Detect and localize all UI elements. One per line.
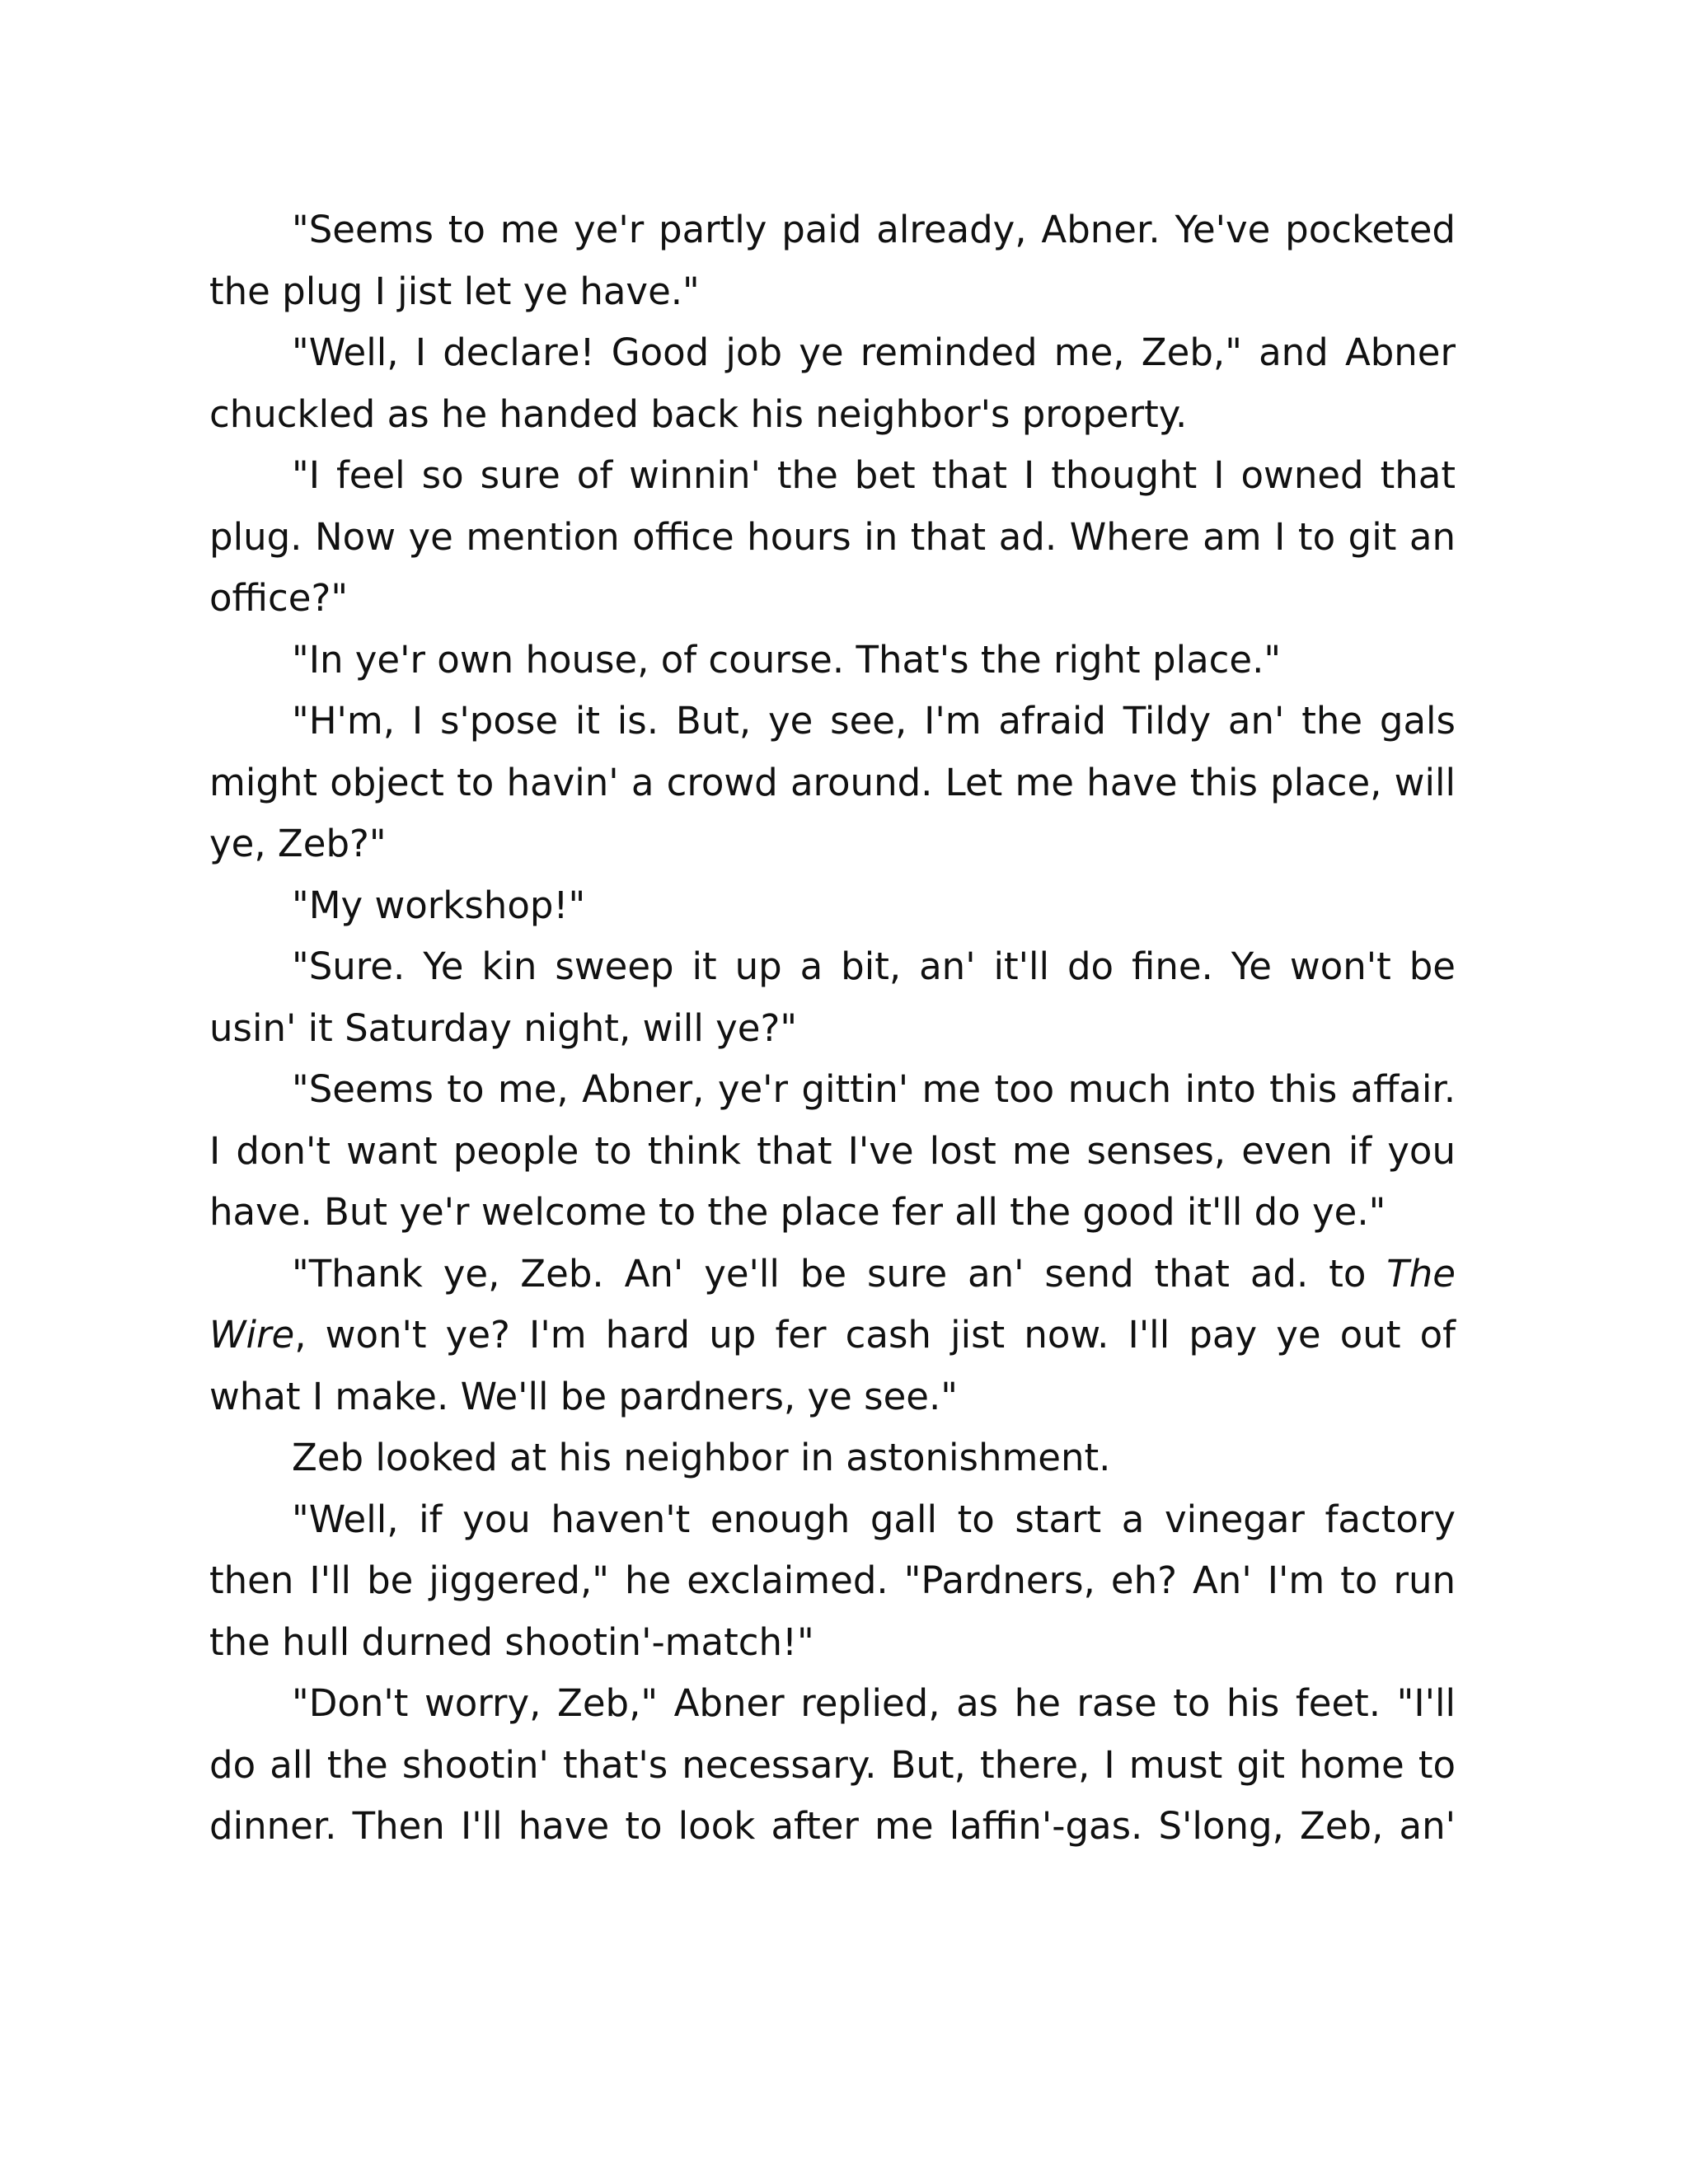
paragraph: "Well, I declare! Good job ye reminded me, Zeb," and Abner chuckled as he handed back his neighbor's property. bbox=[209, 330, 1456, 436]
paragraph: Zeb looked at his neighbor in astonishment. bbox=[292, 1436, 1111, 1479]
newspaper-title: The Wire bbox=[209, 1251, 1456, 1357]
paragraph: "Sure. Ye kin sweep it up a bit, an' it'll do fine. Ye won't be usin' it Saturday night, will ye?" bbox=[209, 944, 1456, 1050]
page-body bbox=[209, 199, 1456, 1858]
paragraph: "In ye'r own house, of course. That's the right place." bbox=[292, 637, 1282, 682]
paragraph: "Seems to me ye'r partly paid already, Abner. Ye've pocketed the plug I jist let ye have." bbox=[209, 208, 1456, 313]
paragraph: "Seems to me, Abner, ye'r gittin' me too much into this affair. I don't want people to think that I've lost me senses, even if you have. But ye'r welcome to the place fer all the good it'll do ye." bbox=[209, 1067, 1456, 1234]
paragraph: "H'm, I s'pose it is. But, ye see, I'm afraid Tildy an' the gals might object to havin' a crowd around. Let me have this place, will ye, Zeb?" bbox=[209, 699, 1456, 865]
paragraph: "Don't worry, Zeb," Abner replied, as he rase to his feet. "I'll do all the shootin' that's necessary. But, there, I must git home to dinner. Then I'll have to look after me laffin'-gas. S'long, Zeb, an' bbox=[209, 1681, 1456, 1848]
paragraph-text: , won't ye? I'm hard up fer cash jist now. I'll pay ye out of what I make. We'll be pardners, ye see." bbox=[209, 1313, 1456, 1418]
paragraph bbox=[209, 1244, 1456, 1428]
paragraph: "Well, if you haven't enough gall to start a vinegar factory then I'll be jiggered," he exclaimed. "Pardners, eh? An' I'm to run the hull durned shootin'-match!" bbox=[209, 1497, 1456, 1664]
paragraph-text: "Thank ye, Zeb. An' ye'll be sure an' send that ad. to bbox=[292, 1251, 1387, 1296]
paragraph: "I feel so sure of winnin' the bet that I thought I owned that plug. Now ye mention office hours in that ad. Where am I to git an office?" bbox=[209, 453, 1456, 620]
paragraph: "My workshop!" bbox=[292, 883, 586, 927]
